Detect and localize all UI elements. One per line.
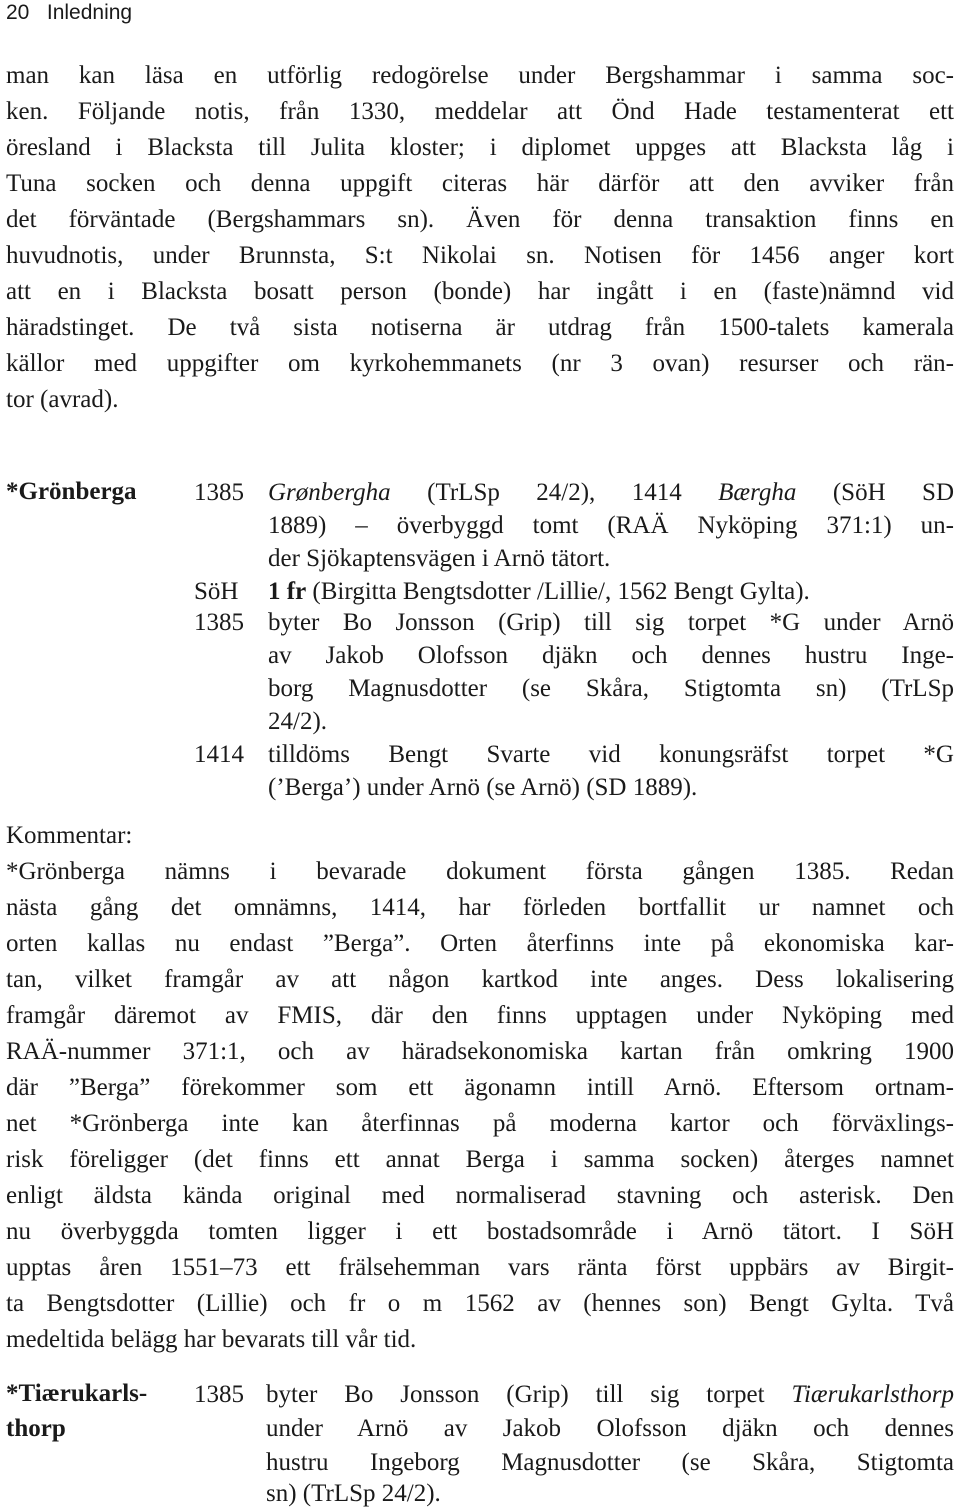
- text-line: Tuna socken och denna uppgift citeras här därför att den avviker från: [6, 170, 954, 197]
- entry-line: byter Bo Jonsson (Grip) till sig torpet Tiærukarlsthorp: [266, 1381, 954, 1408]
- entry-headword: *Tiærukarls-: [6, 1380, 148, 1407]
- text-line: tor (avrad).: [6, 386, 119, 413]
- text-line: *Grönberga nämns i bevarade dokument första gången 1385. Redan: [6, 858, 954, 885]
- entry-line: byter Bo Jonsson (Grip) till sig torpet *G under Arnö: [268, 609, 954, 636]
- entry-line: borg Magnusdotter (se Skåra, Stigtomta sn) (TrLSp: [268, 675, 954, 702]
- entry-line: Grønbergha (TrLSp 24/2), 1414 Bærgha (SöH SD: [268, 479, 954, 506]
- text-line: orten kallas nu endast ”Berga”. Orten återfinns inte på ekonomiska kar-: [6, 930, 954, 957]
- text-line: det förväntade (Bergshammars sn). Även för denna transaktion finns en: [6, 206, 954, 233]
- entry-year: 1385: [194, 1381, 244, 1408]
- text-line: ta Bengtsdotter (Lillie) och fr o m 1562 av (hennes son) Bengt Gylta. Två: [6, 1290, 954, 1317]
- entry-line: hustru Ingeborg Magnusdotter (se Skåra, Stigtomta: [266, 1449, 954, 1476]
- text-line: ken. Följande notis, från 1330, meddelar att Önd Hade testamenterat ett: [6, 98, 954, 125]
- text-line: där ”Berga” förekommer som ett ägonamn intill Arnö. Eftersom ortnam-: [6, 1074, 954, 1101]
- section-title: Inledning: [46, 1, 133, 24]
- entry-line: under Arnö av Jakob Olofsson djäkn och dennes: [266, 1415, 954, 1442]
- entry-year: 1385: [194, 609, 244, 636]
- text-line: enligt äldsta kända original med normaliserad stavning och asterisk. Den: [6, 1182, 954, 1209]
- text-line: net *Grönberga inte kan återfinnas på moderna kartor och förväxlings-: [6, 1110, 954, 1137]
- entry-line: 24/2).: [268, 708, 328, 735]
- historical-name: Tiærukarlsthorp: [791, 1381, 954, 1408]
- text-line: RAÄ-nummer 371:1, och av häradsekonomiska kartan från omkring 1900: [6, 1038, 954, 1065]
- entry-source: SöH: [194, 578, 239, 605]
- entry-year: 1414: [194, 741, 244, 768]
- text-line: tan, vilket framgår av att någon kartkod inte anges. Dess lokalisering: [6, 966, 954, 993]
- entry-line: av Jakob Olofsson djäkn och dennes hustru Inge-: [268, 642, 954, 669]
- entry-year: 1385: [194, 479, 244, 506]
- entry-line: der Sjökaptensvägen i Arnö tätort.: [268, 545, 611, 572]
- historical-name: Grønbergha: [268, 479, 391, 506]
- text-line: risk föreligger (det finns ett annat Berga i samma socken) återges namnet: [6, 1146, 954, 1173]
- page-header: [6, 1, 132, 25]
- text-line: framgår däremot av FMIS, där den finns upptagen under Nyköping med: [6, 1002, 954, 1029]
- historical-name: Bærgha: [718, 479, 797, 506]
- entry-line: 1 fr (Birgitta Bengtsdotter /Lillie/, 1562 Bengt Gylta).: [268, 578, 810, 605]
- entry-line: (’Berga’) under Arnö (se Arnö) (SD 1889).: [268, 774, 698, 801]
- entry-headword: thorp: [6, 1415, 66, 1442]
- text-line: häradstinget. De två sista notiserna är utdrag från 1500-talets kamerala: [6, 314, 954, 341]
- entry-line: 1889) – överbyggd tomt (RAÄ Nyköping 371:1) un-: [268, 512, 954, 539]
- text-line: nästa gång det omnämns, 1414, har förleden bortfallit ur namnet och: [6, 894, 954, 921]
- text-line: medeltida belägg har bevarats till vår tid.: [6, 1326, 417, 1353]
- text-line: öresland i Blacksta till Julita kloster; i diplomet uppges att Blacksta låg i: [6, 134, 954, 161]
- page-number: 20: [6, 1, 30, 24]
- text-line: man kan läsa en utförlig redogörelse under Bergshammar i samma soc-: [6, 62, 954, 89]
- text-line: att en i Blacksta bosatt person (bonde) har ingått i en (faste)nämnd vid: [6, 278, 954, 305]
- entry-line: sn) (TrLSp 24/2).: [266, 1480, 441, 1507]
- text-line: huvudnotis, under Brunnsta, S:t Nikolai sn. Notisen för 1456 anger kort: [6, 242, 954, 269]
- text-line: upptas åren 1551–73 ett frälsehemman vars ränta först uppbärs av Birgit-: [6, 1254, 954, 1281]
- entry-headword: *Grönberga: [6, 478, 137, 505]
- text-line: nu överbyggda tomten ligger i ett bostadsområde i Arnö tätort. I SöH: [6, 1218, 954, 1245]
- text-line: källor med uppgifter om kyrkohemmanets (nr 3 ovan) resurser och rän-: [6, 350, 954, 377]
- entry-bold-value: 1 fr: [268, 578, 307, 605]
- entry-line: tilldöms Bengt Svarte vid konungsräfst torpet *G: [268, 741, 954, 768]
- kommentar-label: Kommentar:: [6, 822, 133, 849]
